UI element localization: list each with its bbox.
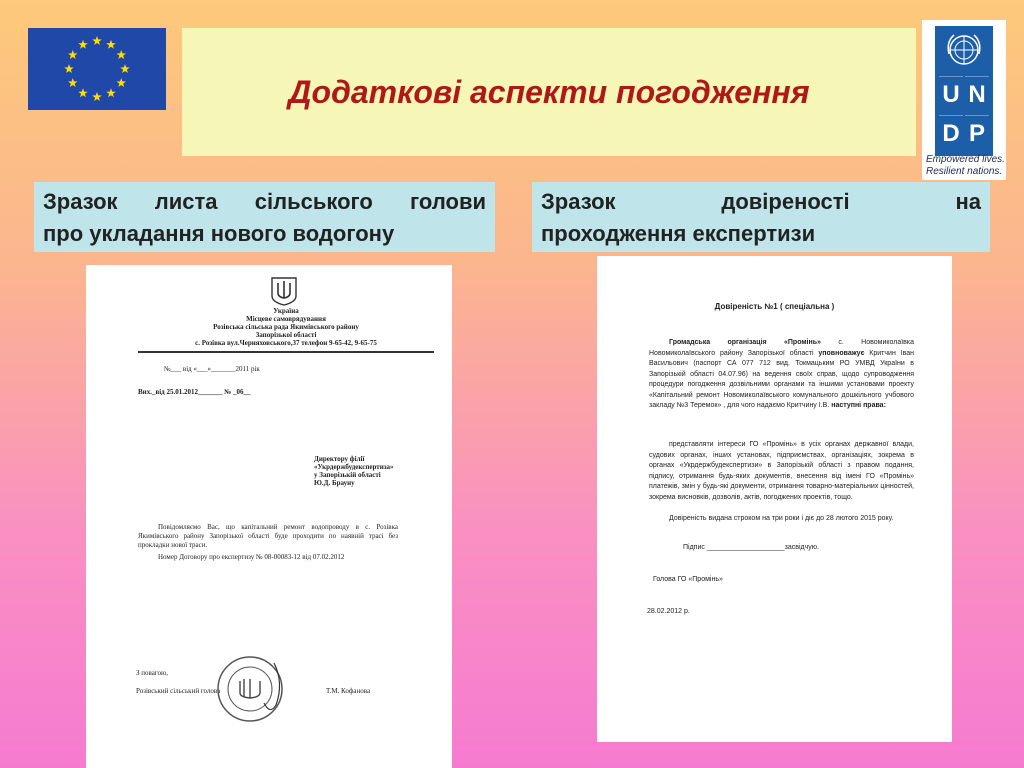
caption-left-line2: про укладання нового водогону [43,221,395,246]
poa-title: Довіреність №1 ( спеціальна ) [714,302,835,311]
eu-star-icon [68,50,78,59]
caption-left-line1: Зразок листа сільського голови [43,189,486,214]
un-emblem-icon [935,26,993,74]
title-panel [182,28,916,156]
poa-paragraph-2: представляти інтереси ГО «Промінь» в усіх органах державної влади, судових органах, інших установах, підприємствах, організаціях, зокрема в органах «Укрдержбудекспертизи» в Запорізькій області з правом подання, підпису, отримання будь-яких документів, внесення від імені ГО «Промінь» платежів, змін у будь-які документи, отримання товарно-матеріальних цінностей, зокрема висновків, дозволів, актів, погоджених проектів, тощо. [649,441,914,501]
eu-flag-logo [28,28,166,110]
slide-title: Додаткові аспекти погодження [288,74,810,110]
undp-letter: P [965,115,989,152]
undp-letters [935,74,993,156]
undp-logo [922,20,1006,180]
undp-tagline [926,154,1006,178]
letter-contract-number: Номер Договору про експертизу № 08-00083-12 від 07.02.2012 [158,553,345,561]
poa-authorized-person: Критчин Іван Васильович (паспорт СА 077 712 вид. Токмацьким РО УМВД України в Запорізькій області 04.07.96) на ведення своїх справ, щодо супроводження процедури погодження дозвільними органами та іншими установами проекту «Капітальний ремонт Новомиколаївського комунального дошкільного учбового закладу №3 Теремок» , для чого надаємо Критчину І.В. [649,349,914,409]
undp-logo-block [935,26,993,156]
letter-addressee-2: «Укрдержбудекспертиза» [314,463,394,471]
undp-tagline-2: Resilient nations. [926,166,1003,177]
eu-star-icon [92,92,102,101]
letter-head-3: Розівська сільська рада Якимівського району [213,323,359,331]
caption-power-of-attorney-sample [532,182,990,252]
letter-head-4: Запорізької області [255,331,317,339]
eu-star-icon [120,64,130,73]
letter-document-image [86,265,452,768]
eu-stars-icon [28,28,166,110]
caption-right-line2: проходження експертизи [541,221,816,246]
poa-org-location: с. Новомиколаївка Новомиколаївського району Запорізької області [649,339,914,357]
caption-right-line1: Зразок довіреності на [541,189,981,214]
letter-addressee-3: у Запорізькій області [314,471,381,479]
eu-star-icon [116,78,126,87]
letter-closing: З повагою, [136,669,168,677]
letter-head-5: с. Розівка вул.Черняховського,37 телефон 9-65-42, 9-65-75 [195,339,377,347]
poa-paragraph-1 [649,338,914,412]
eu-star-icon [92,36,102,45]
poa-rights-label: наступні права: [831,402,886,409]
eu-star-icon [78,40,88,49]
eu-star-icon [78,88,88,97]
undp-letter: U [939,76,963,113]
eu-star-icon [116,50,126,59]
trident-emblem-icon [270,276,298,306]
letter-head-2: Місцеве самоврядування [246,315,326,323]
letter-number-line: №___ від «___»_______2011 рік [164,365,260,373]
undp-letter: D [939,115,963,152]
eu-star-icon [68,78,78,87]
letter-addressee-1: Директору філії [314,455,365,463]
poa-org-name: Громадська організація «Промінь» [669,339,821,346]
power-of-attorney-document-image [597,256,952,742]
undp-letter: N [965,76,989,113]
poa-date: 28.02.2012 р. [647,608,690,615]
poa-head-signature: Голова ГО «Промінь» [653,576,723,583]
letter-outgoing-number: Вих._від 25.01.2012_______ № _06__ [138,388,251,396]
poa-authorizes: уповноважує [818,349,865,357]
letter-addressee-4: Ю.Д. Брауну [314,479,355,487]
eu-star-icon [64,64,74,73]
eu-star-icon [106,88,116,97]
letterhead-divider [138,351,434,353]
letter-body-paragraph: Повідомляємо Вас, що капітальний ремонт водопроводу в с. Розівка Якимівського району Запорізької області буде проходити по наявній трасі без прокладки нової траси. [138,523,398,549]
letter-signer-title: Розівський сільський голова [136,687,221,695]
poa-signature-line: Підпис ____________________засвідчую. [683,544,819,551]
letter-signer-name: Т.М. Кофанова [326,687,371,695]
eu-star-icon [106,40,116,49]
letter-head-1: Україна [273,307,299,315]
round-seal-stamp-icon [204,653,294,723]
undp-tagline-1: Empowered lives. [926,154,1005,165]
poa-validity: Довіреність видана строком на три роки і діє до 28 лютого 2015 року. [669,515,894,522]
caption-letter-sample [34,182,495,252]
